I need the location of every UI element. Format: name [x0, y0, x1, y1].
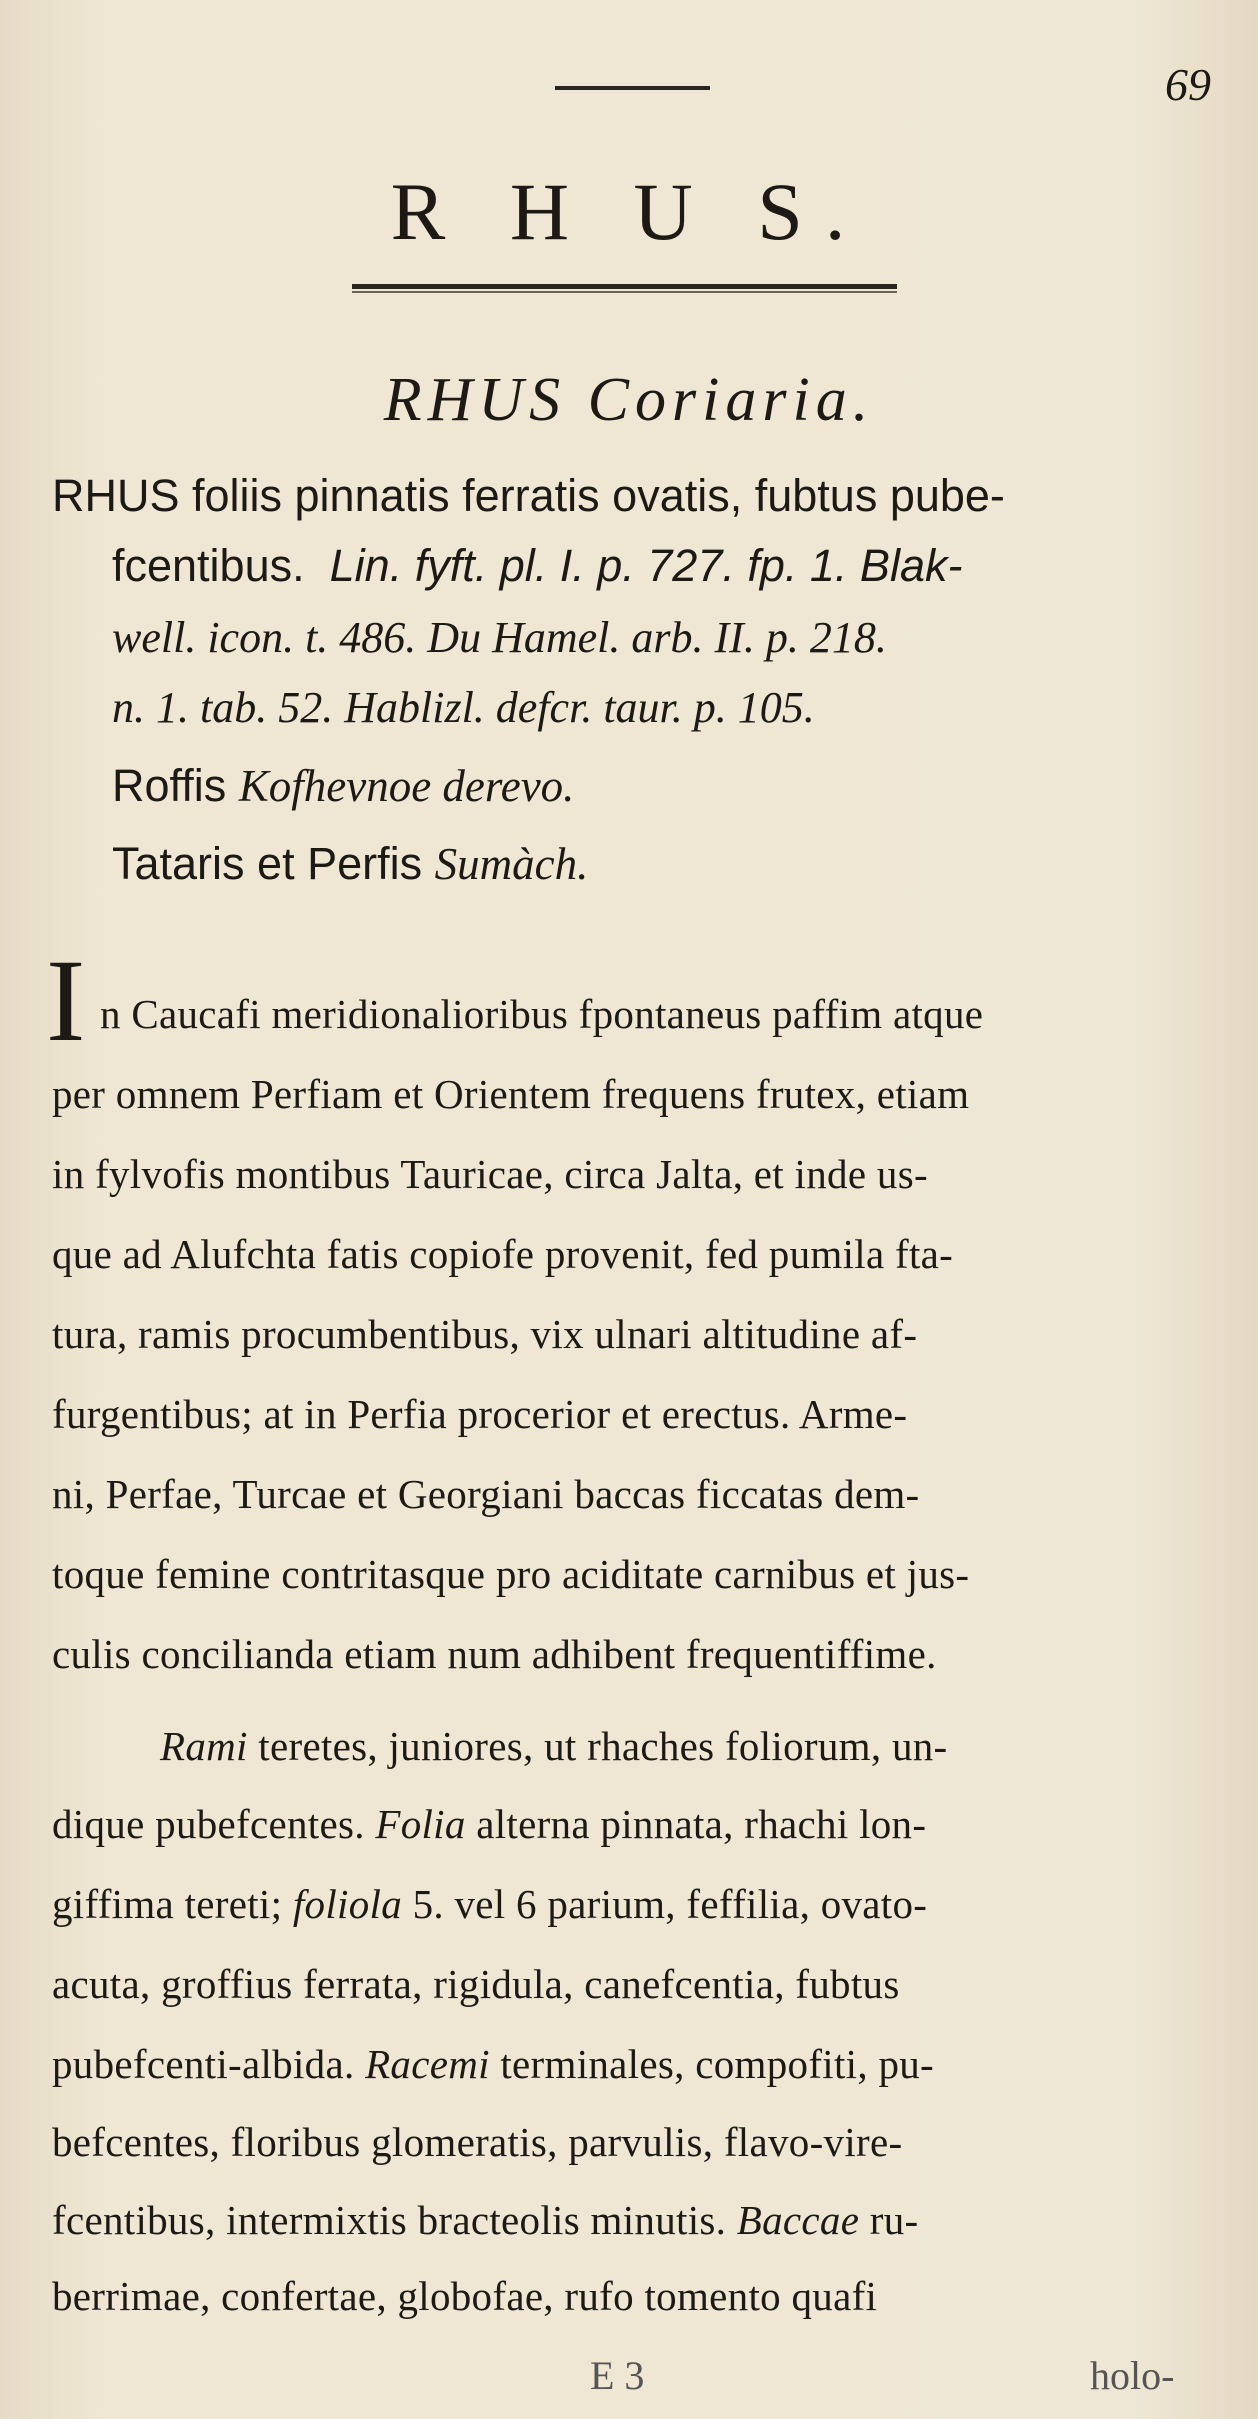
body-line: n Caucafi meridionalioribus fpontaneus paffim atque — [100, 991, 984, 1037]
body-line: ni, Perfae, Turcae et Georgiani baccas ficcatas dem- — [52, 1471, 920, 1517]
body-line: acuta, groffius ferrata, rigidula, canefcentia, fubtus — [52, 1961, 900, 2007]
body-line: tura, ramis procumbentibus, vix ulnari altitudine af- — [52, 1311, 918, 1357]
body-line: giffima tereti; foliola 5. vel 6 parium, feffilia, ovato- — [52, 1881, 928, 1927]
synonymy-line: Roffis Kofhevnoe derevo. — [112, 760, 575, 811]
body-line: in fylvofis montibus Tauricae, circa Jalta, et inde us- — [52, 1151, 928, 1197]
drop-cap: I — [46, 935, 86, 1066]
page-number: 69 — [1165, 59, 1211, 110]
title-rule — [352, 284, 897, 289]
catchword: holo- — [1090, 2353, 1175, 2398]
body-line: furgentibus; at in Perfia procerior et erectus. Arme- — [52, 1391, 908, 1437]
body-line: per omnem Perfiam et Orientem frequens frutex, etiam — [52, 1071, 970, 1117]
synonymy-line: Tataris et Perfis Sumàch. — [112, 838, 589, 889]
title-rule-thin — [352, 291, 897, 293]
body-line: que ad Alufchta fatis copiofe provenit, fed pumila fta- — [52, 1231, 954, 1277]
body-line: berrimae, confertae, globofae, rufo tomento quafi — [52, 2273, 878, 2319]
header-rule — [555, 86, 710, 90]
body-line: dique pubefcentes. Folia alterna pinnata, rhachi lon- — [52, 1801, 927, 1847]
body-line: culis concilianda etiam num adhibent frequentiffime. — [52, 1631, 937, 1677]
body-line: befcentes, floribus glomeratis, parvulis, flavo-vire- — [52, 2119, 903, 2165]
body-line: Rami teretes, juniores, ut rhaches foliorum, un- — [160, 1723, 948, 1769]
body-line: pubefcenti-albida. Racemi terminales, compofiti, pu- — [52, 2041, 934, 2087]
synonymy-line: well. icon. t. 486. Du Hamel. arb. II. p. 218. — [112, 613, 887, 662]
synonymy-line: fcentibus. Lin. fyft. pl. I. p. 727. fp. 1. Blak- — [112, 540, 963, 591]
body-line: fcentibus, intermixtis bracteolis minutis. Baccae ru- — [52, 2197, 919, 2243]
page-title: R H U S. — [390, 166, 868, 257]
body-line: toque femine contritasque pro aciditate carnibus et jus- — [52, 1551, 970, 1597]
signature-mark: E 3 — [590, 2353, 645, 2398]
synonymy-line: RHUS foliis pinnatis ferratis ovatis, fubtus pube- — [52, 470, 1005, 521]
synonymy-line: n. 1. tab. 52. Hablizl. defcr. taur. p. 105. — [112, 683, 815, 732]
species-heading: RHUS Coriaria. — [383, 366, 875, 434]
